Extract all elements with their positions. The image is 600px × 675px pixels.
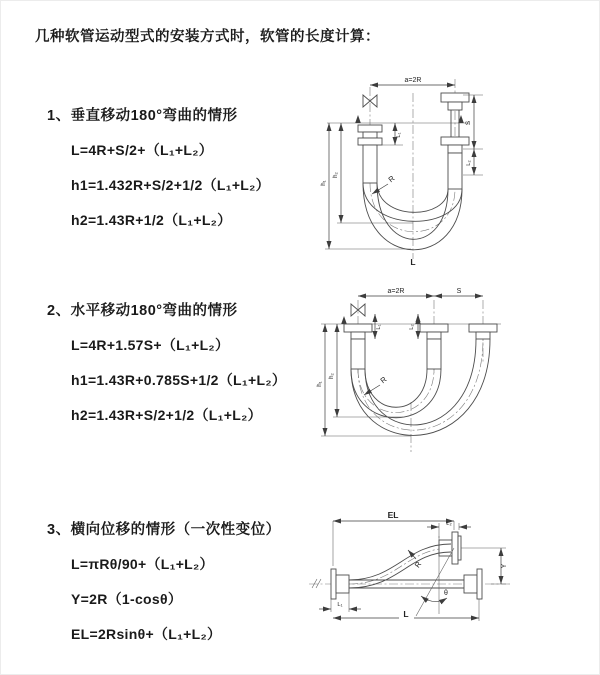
dim-label-r: R	[378, 374, 389, 386]
hose-arcs	[351, 339, 490, 435]
centerlines	[358, 300, 483, 452]
formula-line: h2=1.43R+1/2（L₁+L₂）	[71, 212, 232, 228]
dimension-span	[358, 288, 483, 296]
dim-label-l1: L₁	[396, 132, 402, 138]
lateral-displacement-diagram	[301, 506, 596, 654]
dim-label-a2r: a=2R	[387, 288, 405, 295]
section-1-heading: 1、垂直移动180°弯曲的情形	[47, 108, 238, 124]
section-3-heading: 3、横向位移的情形（一次性变位）	[47, 522, 281, 538]
right-pipe-fitting	[441, 93, 469, 189]
section-horizontal-movement	[47, 299, 286, 425]
page-title: 几种软管运动型式的安装方式时，软管的长度计算：	[35, 29, 380, 45]
dim-label-el: EL	[387, 510, 399, 520]
dim-label-l: L	[403, 609, 409, 619]
dim-label-a2r: a=2R	[404, 77, 422, 84]
dim-label-h2: h₂	[332, 172, 339, 178]
dim-label-l1: L₁	[376, 324, 382, 330]
dim-label-l1: L₁	[337, 602, 343, 608]
formula-line: h2=1.43R+S/2+1/2（L₁+L₂）	[71, 407, 262, 423]
left-pipe-fitting	[358, 125, 382, 183]
dim-label-l2: L₂	[466, 160, 472, 166]
formula-line: h1=1.43R+0.785S+1/2（L₁+L₂）	[71, 372, 287, 388]
dimension-el	[333, 510, 454, 566]
dim-label-s: S	[456, 288, 462, 295]
dimension-l2	[409, 314, 418, 339]
reference-line	[321, 316, 501, 324]
centerlines	[370, 79, 455, 259]
dimension-s	[463, 95, 483, 175]
formula-line: EL=2Rsinθ+（L₁+L₂）	[71, 626, 222, 642]
s-curve-hose	[349, 544, 451, 588]
horizontal-bend-diagram	[311, 284, 600, 456]
section-2-heading: 2、水平移动180°弯曲的情形	[47, 303, 238, 319]
dim-label-h1: h₁	[316, 381, 323, 387]
left-flange	[331, 569, 349, 599]
dimension-l1	[379, 123, 403, 145]
hose-arcs	[363, 183, 462, 250]
upper-flange	[439, 532, 461, 564]
dim-label-l2: L₂	[409, 324, 415, 330]
formula-line: L=4R+S/2+（L₁+L₂）	[71, 142, 214, 158]
dim-label-y: Y	[501, 563, 508, 569]
dimension-l1	[319, 593, 361, 612]
dim-label-s: S	[465, 120, 472, 126]
dimension-span	[370, 77, 455, 85]
formula-line: h1=1.432R+S/2+1/2（L₁+L₂）	[71, 177, 270, 193]
dim-label-r: R	[412, 559, 424, 570]
right-pipe-fitting	[469, 324, 497, 339]
vertical-bend-diagram	[313, 71, 591, 271]
formula-line: L=πRθ/90+（L₁+L₂）	[71, 556, 214, 572]
dim-label-h2: h₂	[328, 373, 335, 379]
dim-label-h1: h₁	[320, 180, 327, 186]
dimension-l1	[375, 314, 382, 339]
dimension-l2	[427, 521, 471, 538]
lower-right-flange	[464, 569, 482, 599]
dimension-l	[333, 599, 479, 621]
dim-label-theta: θ	[444, 590, 448, 597]
section-vertical-movement	[47, 104, 270, 230]
dim-label-l: L	[410, 257, 416, 267]
dim-label-l2: L₂	[446, 521, 452, 527]
dim-label-r: R	[386, 173, 397, 185]
section-lateral-displacement	[47, 518, 281, 644]
left-pipe-fitting	[344, 324, 372, 369]
formula-line: Y=2R（1-cosθ）	[71, 591, 183, 607]
formula-line: L=4R+1.57S+（L₁+L₂）	[71, 337, 230, 353]
reference-line	[327, 115, 469, 123]
middle-pipe-fitting	[420, 324, 448, 369]
